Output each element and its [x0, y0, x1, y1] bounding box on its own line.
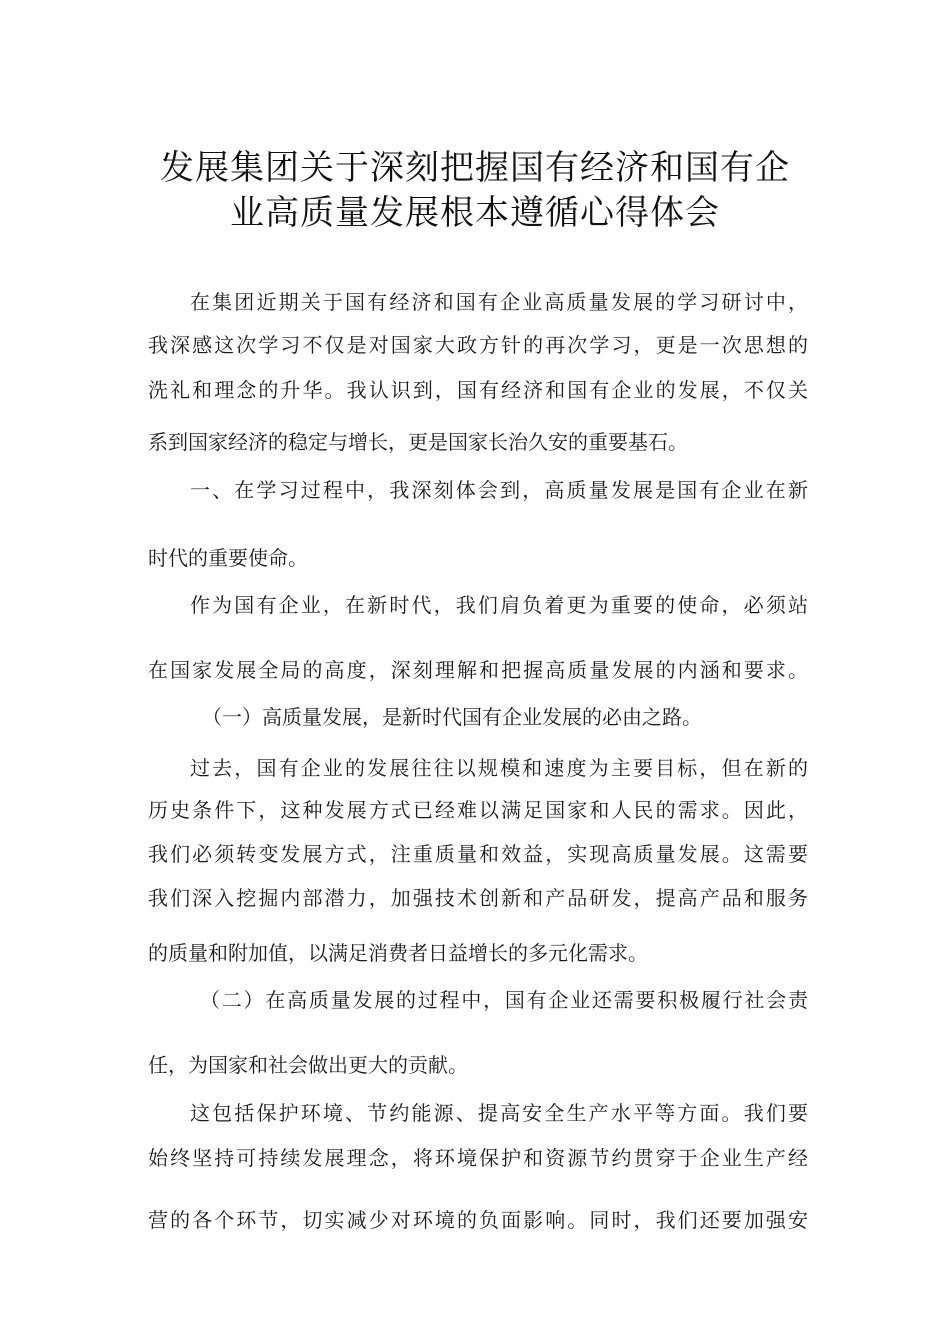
document-title-line-2: 业高质量发展根本遵循心得体会: [230, 193, 720, 233]
paragraph-line: 这包括保护环境、节约能源、提高安全生产水平等方面。我们要: [190, 1101, 808, 1125]
paragraph-line: 营的各个环节，切实减少对环境的负面影响。同时，我们还要加强安: [148, 1208, 808, 1232]
paragraph-line: 我深感这次学习不仅是对国家大政方针的再次学习，更是一次思想的: [148, 333, 808, 357]
paragraph-line: 的质量和附加值，以满足消费者日益增长的多元化需求。: [148, 941, 648, 965]
subsection-heading-line: （二）在高质量发展的过程中，国有企业还需要积极履行社会责: [200, 988, 808, 1012]
subsection-heading-line: （一）高质量发展，是新时代国有企业发展的必由之路。: [202, 705, 702, 729]
paragraph-line: 我们必须转变发展方式，注重质量和效益，实现高质量发展。这需要: [148, 842, 808, 866]
paragraph-line: 洗礼和理念的升华。我认识到，国有经济和国有企业的发展，不仅关: [148, 378, 808, 402]
paragraph-line: 系到国家经济的稳定与增长，更是国家长治久安的重要基石。: [148, 430, 688, 454]
paragraph-line: 历史条件下，这种发展方式已经难以满足国家和人民的需求。因此，: [148, 798, 808, 822]
paragraph-line: 始终坚持可持续发展理念，将环境保护和资源节约贯穿于企业生产经: [148, 1146, 808, 1170]
paragraph-line: 作为国有企业，在新时代，我们肩负着更为重要的使命，必须站: [190, 593, 808, 617]
subsection-heading-line: 任，为国家和社会做出更大的贡献。: [148, 1053, 468, 1077]
section-heading-line: 一、在学习过程中，我深刻体会到，高质量发展是国有企业在新: [190, 478, 808, 502]
paragraph-line: 在集团近期关于国有经济和国有企业高质量发展的学习研讨中，: [190, 290, 808, 314]
section-heading-line: 时代的重要使命。: [148, 546, 308, 570]
paragraph-line: 过去，国有企业的发展往往以规模和速度为主要目标，但在新的: [190, 756, 808, 780]
paragraph-line: 我们深入挖掘内部潜力，加强技术创新和产品研发，提高产品和服务: [148, 886, 808, 910]
document-title-line-1: 发展集团关于深刻把握国有经济和国有企: [160, 148, 790, 188]
paragraph-line: 在国家发展全局的高度，深刻理解和把握高质量发展的内涵和要求。: [148, 658, 808, 682]
